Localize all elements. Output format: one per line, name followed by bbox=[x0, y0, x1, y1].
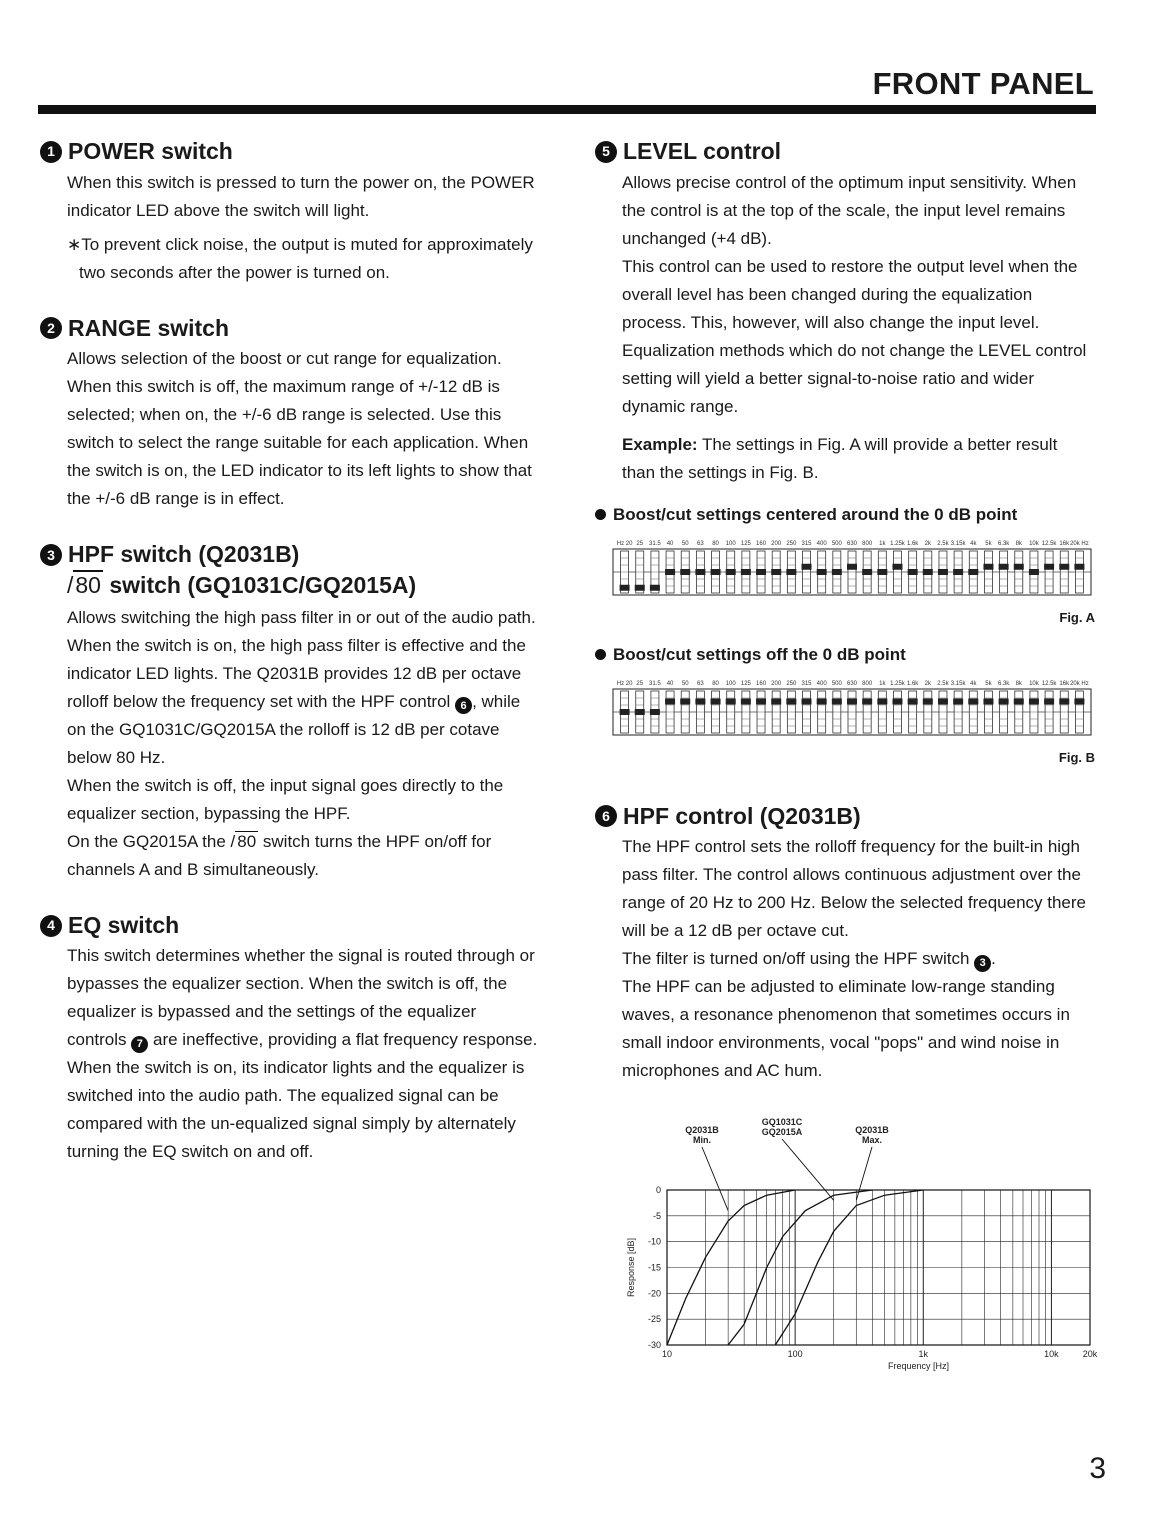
x-tick-label: 10 bbox=[661, 1349, 673, 1360]
fader-knob bbox=[1074, 698, 1084, 704]
band-label: 25 bbox=[636, 680, 644, 687]
band-label: 800 bbox=[862, 680, 873, 687]
right-column bbox=[595, 138, 1098, 1372]
fader-knob bbox=[999, 698, 1009, 704]
band-label: 4k bbox=[970, 680, 977, 687]
fader-knob bbox=[665, 698, 675, 704]
band-label: 1k bbox=[879, 540, 886, 547]
fader-knob bbox=[862, 569, 872, 575]
section-body: When the switch is off, the input signal goes directly to the equalizer section, bypassing the HPF. bbox=[67, 775, 504, 823]
fader-knob bbox=[741, 569, 751, 575]
band-label: 1.6k bbox=[906, 540, 919, 547]
section-eq-switch bbox=[40, 912, 540, 1167]
fader-knob bbox=[877, 698, 887, 704]
figure-a bbox=[595, 505, 1095, 625]
band-label: 250 bbox=[786, 680, 797, 687]
section-note: ∗To prevent click noise, the output is muted for approximately two seconds after the power is turned on. bbox=[67, 234, 533, 282]
fader-knob bbox=[877, 569, 887, 575]
band-label: 160 bbox=[756, 680, 767, 687]
band-label: 80 bbox=[712, 540, 719, 547]
band-label: 1.25k bbox=[890, 540, 905, 547]
band-label: 80 bbox=[712, 680, 719, 687]
fader-knob bbox=[726, 569, 736, 575]
section-body: On the GQ2015A the / 80 switch turns the HPF on/off for channels A and B simultaneously. bbox=[67, 831, 492, 879]
fader-knob bbox=[999, 563, 1009, 569]
annotation-label: Q2031B bbox=[685, 1125, 719, 1136]
band-label: 400 bbox=[816, 680, 827, 687]
band-label: 2.5k bbox=[937, 540, 949, 547]
bullet-icon bbox=[595, 509, 606, 520]
band-label: 4k bbox=[970, 540, 977, 547]
band-label: 31.5 bbox=[649, 540, 661, 547]
fader-knob bbox=[650, 709, 660, 715]
y-tick-label: -20 bbox=[647, 1288, 661, 1299]
y-tick-label: -10 bbox=[647, 1236, 661, 1247]
section-body: The HPF can be adjusted to eliminate low-range standing waves, a resonance phenomenon that sometimes occurs in small indoor environments, vocal "pops" and wind noise in microphones and AC hum. bbox=[622, 977, 1070, 1081]
section-title: RANGE switch bbox=[68, 314, 230, 341]
figure-b bbox=[595, 645, 1095, 765]
eq-fader-illustration bbox=[607, 537, 1095, 599]
band-label: Hz 20 bbox=[616, 540, 633, 547]
bullet-icon bbox=[595, 649, 606, 660]
band-label: 800 bbox=[862, 540, 873, 547]
x-tick-label: 10k bbox=[1044, 1349, 1059, 1360]
x-axis-label: Frequency [Hz] bbox=[887, 1361, 950, 1372]
band-label: 315 bbox=[801, 680, 812, 687]
band-label: 1k bbox=[879, 680, 886, 687]
ref-number-icon: 6 bbox=[455, 697, 472, 714]
fader-knob bbox=[1029, 698, 1039, 704]
number-badge: 5 bbox=[595, 141, 617, 163]
fader-knob bbox=[786, 569, 796, 575]
band-label: 12.5k bbox=[1041, 680, 1057, 687]
annotation-label: Min. bbox=[693, 1135, 711, 1146]
fader-knob bbox=[1044, 698, 1054, 704]
band-label: 40 bbox=[666, 540, 674, 547]
band-label: 500 bbox=[831, 540, 842, 547]
band-label: 6.3k bbox=[997, 540, 1010, 547]
number-badge: 6 bbox=[595, 805, 617, 827]
figure-heading: Boost/cut settings off the 0 dB point bbox=[613, 644, 906, 664]
y-tick-label: -5 bbox=[652, 1211, 661, 1222]
band-label: 1.6k bbox=[906, 680, 919, 687]
figure-caption: Fig. A bbox=[1059, 609, 1095, 625]
fader-knob bbox=[1059, 698, 1069, 704]
page-title: FRONT PANEL bbox=[872, 66, 1094, 101]
fader-knob bbox=[802, 563, 812, 569]
band-label: 2k bbox=[924, 540, 931, 547]
band-label: 8k bbox=[1015, 680, 1022, 687]
section-body: This switch determines whether the signal is routed through or bypasses the equalizer section. When the switch is off, the equalizer is bypassed and the settings of the equalizer controls 7 are ineffective, providing a flat frequency response. When the switch is on, its indicator lights and the equalizer is switched into the audio path. The equalized signal can be compared with the un-equalized signal simply by alternately turning the EQ switch on and off. bbox=[67, 946, 538, 1162]
fader-knob bbox=[968, 698, 978, 704]
fader-knob bbox=[923, 569, 933, 575]
symbol-80: 80 bbox=[237, 831, 257, 851]
fader-knob bbox=[620, 584, 630, 590]
fader-knob bbox=[756, 698, 766, 704]
ref-number-icon: 3 bbox=[974, 955, 991, 972]
band-label: 315 bbox=[801, 540, 812, 547]
example-text: Example: The settings in Fig. A will provide a better result than the settings in Fig. B. bbox=[622, 434, 1058, 482]
fader-knob bbox=[832, 569, 842, 575]
y-axis-label: Response [dB] bbox=[626, 1238, 636, 1298]
section-power-switch bbox=[40, 138, 540, 287]
band-label: 400 bbox=[816, 540, 827, 547]
slash-80-symbol: / bbox=[67, 571, 74, 598]
band-label: 50 bbox=[681, 680, 689, 687]
band-label: 5k bbox=[985, 680, 992, 687]
section-body: Allows precise control of the optimum input sensitivity. When the control is at the top of the scale, the input level remains unchanged (+4 dB). bbox=[622, 172, 1077, 248]
band-label: 3.15k bbox=[950, 540, 966, 547]
figure-caption: Fig. B bbox=[1058, 749, 1095, 765]
fader-knob bbox=[695, 569, 705, 575]
fader-knob bbox=[1059, 563, 1069, 569]
band-label: 16k bbox=[1059, 540, 1070, 547]
fader-knob bbox=[953, 698, 963, 704]
band-label: 50 bbox=[681, 540, 689, 547]
band-label: 125 bbox=[740, 540, 751, 547]
section-body: The HPF control sets the rolloff frequency for the built-in high pass filter. The control allows continuous adjustment over the range of 20 Hz to 200 Hz. Below the selected frequency there will be a 12 dB per octave cut. bbox=[622, 837, 1086, 941]
band-label: 100 bbox=[725, 540, 736, 547]
fader-knob bbox=[892, 563, 902, 569]
y-tick-label: -15 bbox=[647, 1262, 661, 1273]
fader-knob bbox=[771, 569, 781, 575]
eq-fader-illustration bbox=[607, 677, 1095, 739]
band-label: 1.25k bbox=[890, 680, 905, 687]
number-badge: 4 bbox=[40, 915, 62, 937]
ref-number-icon: 7 bbox=[131, 1036, 148, 1053]
band-label: 250 bbox=[786, 540, 797, 547]
fader-knob bbox=[802, 698, 812, 704]
section-title: LEVEL control bbox=[623, 138, 782, 164]
page-number: 3 bbox=[1089, 1452, 1106, 1485]
section-title: HPF control (Q2031B) bbox=[623, 802, 861, 829]
band-label: 63 bbox=[697, 680, 704, 687]
band-label: 20k Hz bbox=[1070, 680, 1089, 687]
section-title: POWER switch bbox=[68, 138, 233, 164]
fader-knob bbox=[635, 584, 645, 590]
fader-knob bbox=[1029, 569, 1039, 575]
section-body: Allows switching the high pass filter in or out of the audio path. When the switch is on, the high pass filter is effective and the indicator LED lights. The Q2031B provides 12 dB per octave rolloff below the frequency set with the HPF control 6 , while on the GQ1031C/GQ2015A the rolloff is 12 dB per cotave below 80 Hz. bbox=[67, 607, 536, 767]
fader-knob bbox=[1074, 563, 1084, 569]
band-label: 160 bbox=[756, 540, 767, 547]
band-label: 10k bbox=[1029, 540, 1039, 547]
section-level-control bbox=[595, 138, 1095, 487]
section-subtitle bbox=[67, 572, 540, 599]
band-label: 5k bbox=[985, 540, 992, 547]
fader-knob bbox=[847, 563, 857, 569]
band-label: 630 bbox=[846, 540, 858, 547]
band-label: 31.5 bbox=[649, 680, 661, 687]
band-label: 12.5k bbox=[1041, 540, 1057, 547]
fader-knob bbox=[711, 698, 721, 704]
fader-knob bbox=[1014, 563, 1024, 569]
fader-knob bbox=[908, 569, 918, 575]
hpf-response-chart bbox=[622, 1115, 1122, 1372]
x-tick-label: 100 bbox=[787, 1349, 803, 1360]
fader-knob bbox=[726, 698, 736, 704]
fader-knob bbox=[650, 584, 660, 590]
left-column bbox=[40, 138, 540, 1194]
fader-knob bbox=[817, 569, 827, 575]
band-label: 20k Hz bbox=[1070, 540, 1089, 547]
fader-knob bbox=[953, 569, 963, 575]
band-label: 2k bbox=[924, 680, 931, 687]
fader-knob bbox=[1014, 698, 1024, 704]
fader-knob bbox=[832, 698, 842, 704]
y-tick-label: 0 bbox=[655, 1185, 661, 1196]
fader-knob bbox=[892, 698, 902, 704]
fader-knob bbox=[983, 698, 993, 704]
annotation-label: GQ2015A bbox=[761, 1127, 803, 1138]
section-hpf-switch bbox=[40, 541, 540, 884]
band-label: 6.3k bbox=[997, 680, 1010, 687]
symbol-80: 80 bbox=[75, 571, 101, 598]
y-tick-label: -25 bbox=[647, 1314, 661, 1325]
band-label: 200 bbox=[771, 540, 782, 547]
section-title: EQ switch bbox=[68, 911, 180, 938]
annotation-label: GQ1031C bbox=[761, 1117, 803, 1128]
fader-knob bbox=[817, 698, 827, 704]
band-label: 25 bbox=[636, 540, 644, 547]
band-label: 8k bbox=[1015, 540, 1022, 547]
fader-knob bbox=[968, 569, 978, 575]
fader-knob bbox=[786, 698, 796, 704]
band-label: 200 bbox=[771, 680, 782, 687]
band-label: 630 bbox=[846, 680, 858, 687]
band-label: 40 bbox=[666, 680, 674, 687]
fader-knob bbox=[741, 698, 751, 704]
band-label: 125 bbox=[740, 680, 751, 687]
annotation-pointer bbox=[702, 1147, 728, 1211]
fader-knob bbox=[695, 698, 705, 704]
band-label: 63 bbox=[697, 540, 704, 547]
section-range-switch bbox=[40, 315, 540, 514]
fader-knob bbox=[711, 569, 721, 575]
subtitle-text: switch (GQ1031C/GQ2015A) bbox=[109, 571, 417, 598]
fader-knob bbox=[862, 698, 872, 704]
annotation-label: Max. bbox=[861, 1135, 883, 1146]
band-label: 500 bbox=[831, 680, 842, 687]
fader-knob bbox=[938, 698, 948, 704]
fader-knob bbox=[665, 569, 675, 575]
fader-knob bbox=[635, 709, 645, 715]
band-label: 2.5k bbox=[937, 680, 949, 687]
section-body: When this switch is pressed to turn the power on, the POWER indicator LED above the switch will light. bbox=[67, 172, 535, 220]
fader-knob bbox=[908, 698, 918, 704]
band-label: Hz 20 bbox=[616, 680, 633, 687]
header-rule bbox=[38, 105, 1096, 114]
fader-knob bbox=[680, 698, 690, 704]
band-label: 16k bbox=[1059, 680, 1070, 687]
section-body: The filter is turned on/off using the HPF switch 3 . bbox=[622, 945, 1095, 973]
x-tick-label: 1k bbox=[918, 1349, 929, 1360]
fader-knob bbox=[1044, 563, 1054, 569]
fader-knob bbox=[771, 698, 781, 704]
fader-knob bbox=[938, 569, 948, 575]
band-label: 100 bbox=[725, 680, 736, 687]
figure-heading: Boost/cut settings centered around the 0 dB point bbox=[613, 504, 1018, 524]
section-body: This control can be used to restore the output level when the overall level has been changed during the equalization process. This, however, will also change the input level. Equalization methods which do not change the LEVEL control setting will yield a better signal-to-noise ratio and wider dynamic range. bbox=[622, 256, 1087, 416]
x-tick-label: 20k bbox=[1082, 1349, 1098, 1360]
y-tick-label: -30 bbox=[647, 1340, 661, 1351]
fader-knob bbox=[756, 569, 766, 575]
fader-knob bbox=[847, 698, 857, 704]
number-badge: 2 bbox=[40, 317, 62, 339]
fader-knob bbox=[983, 563, 993, 569]
section-title: HPF switch (Q2031B) bbox=[68, 541, 300, 568]
section-body: Allows selection of the boost or cut range for equalization. When this switch is off, the maximum range of +/-12 dB is selected; when on, the +/-6 dB range is selected. Use this switch to select the range suitable for each application. When the switch is on, the LED indicator to its left lights to show that the +/-6 dB range is in effect. bbox=[67, 349, 532, 509]
annotation-label: Q2031B bbox=[855, 1125, 889, 1136]
number-badge: 3 bbox=[40, 544, 62, 566]
section-hpf-control bbox=[595, 803, 1095, 1086]
number-badge: 1 bbox=[40, 141, 62, 163]
band-label: 10k bbox=[1029, 680, 1039, 687]
fader-knob bbox=[680, 569, 690, 575]
band-label: 3.15k bbox=[950, 680, 966, 687]
fader-knob bbox=[923, 698, 933, 704]
fader-knob bbox=[620, 709, 630, 715]
